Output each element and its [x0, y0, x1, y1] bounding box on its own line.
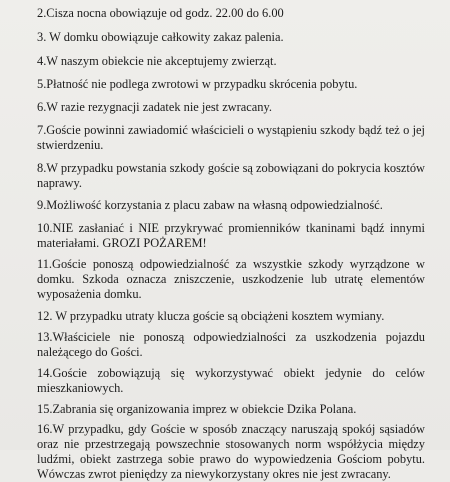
rule-item: 3. W domku obowiązuje całkowity zakaz palenia.	[37, 30, 284, 45]
rule-item: 6.W razie rezygnacji zadatek nie jest zwracany.	[37, 100, 272, 115]
rule-item: 10.NIE zasłaniać i NIE przykrywać promienników tkaninami bądź innymi materiałami. GROZI POŻAREM!	[37, 220, 425, 250]
rule-item: 11.Goście ponoszą odpowiedzialność za wszystkie szkody wyrządzone w domku. Szkoda oznacza zniszczenie, uszkodzenie lub utratę elementów wyposażenia domku.	[37, 257, 425, 301]
rule-item: 4.W naszym obiekcie nie akceptujemy zwierząt.	[37, 53, 277, 68]
rule-item: 12. W przypadku utraty klucza goście są obciążeni kosztem wymiany.	[37, 308, 385, 323]
rule-item: 16.W przypadku, gdy Goście w sposób znaczący naruszają spokój sąsiadów oraz nie przestrzegają powszechnie stosowanych norm współżycia między ludźmi, obiekt zastrzega sobie prawo do wypowiedzenia Gościom pobytu. Wówczas zwrot pieniędzy za niewykorzystany okres nie jest zwracany.	[37, 422, 425, 481]
rule-item: 5.Płatność nie podlega zwrotowi w przypadku skrócenia pobytu.	[37, 77, 358, 92]
rule-item: 13.Właściciele nie ponoszą odpowiedzialności za uszkodzenia pojazdu należącego do Gości.	[37, 329, 425, 359]
rules-list	[37, 6, 425, 482]
rule-item: 2.Cisza nocna obowiązuje od godz. 22.00 do 6.00	[37, 6, 284, 20]
rule-item: 8.W przypadku powstania szkody goście są zobowiązani do pokrycia kosztów naprawy.	[37, 161, 425, 190]
rule-item: 15.Zabrania się organizowania imprez w obiekcie Dzika Polana.	[37, 401, 357, 416]
rule-item: 9.Możliwość korzystania z placu zabaw na własną odpowiedzialność.	[37, 198, 383, 213]
rule-item: 7.Goście powinni zawiadomić właścicieli o wystąpieniu szkody bądź też o jej stwierdzeniu.	[37, 123, 425, 153]
rule-item: 14.Goście zobowiązują się wykorzystywać obiekt jedynie do celów mieszkaniowych.	[37, 365, 425, 395]
